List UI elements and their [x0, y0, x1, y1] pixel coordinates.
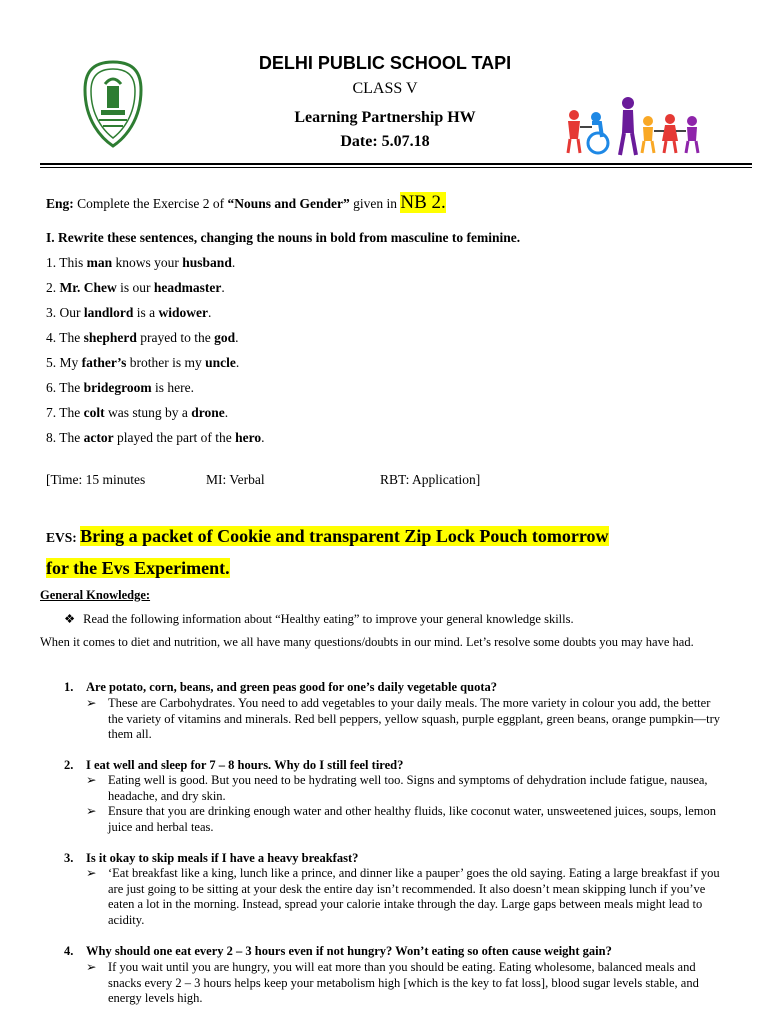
- sentence-text: is a: [133, 305, 159, 320]
- question-number: 3.: [64, 851, 74, 865]
- sentence-text: prayed to the: [136, 330, 215, 345]
- children-illustration: [566, 95, 716, 162]
- english-label: Eng:: [46, 196, 74, 211]
- sentence-text: .: [224, 405, 229, 420]
- sentence-item: [46, 430, 264, 446]
- meta-mi: MI: Verbal: [206, 472, 265, 487]
- sentence-item: [46, 405, 228, 421]
- sentence-text: 1. This: [46, 255, 87, 270]
- bold-noun: bridegroom: [83, 380, 152, 395]
- answer-bullet: [86, 866, 726, 928]
- bold-noun: drone: [191, 405, 225, 420]
- sentence-text: .: [221, 280, 225, 295]
- bold-noun: colt: [83, 405, 105, 420]
- evs-line-2: [46, 558, 230, 579]
- gk-bullet-text: Read the following information about “Healthy eating” to improve your general knowledge skills.: [83, 612, 574, 626]
- answer-text: Eating well is good. But you need to be hydrating well too. Signs and symptoms of dehydration include fatigue, nausea, headache, and dry skin.: [108, 773, 708, 803]
- sentence-item: [46, 280, 225, 296]
- answer-text: If you wait until you are hungry, you will eat more than you should be eating. Eating wholesome, balanced meals and snacks every 2 – 3 hours helps keep your metabolism high [which is the key to fat loss], blood sugar levels stable, and energy levels high.: [108, 960, 699, 1005]
- answer-bullet: [86, 804, 726, 835]
- header-rule-thin: [40, 167, 752, 168]
- evs-label: EVS:: [46, 530, 77, 545]
- evs-task-1: Bring a packet of Cookie and transparent Zip Lock Pouch tomorrow: [80, 526, 609, 546]
- date-label: Date: 5.07.18: [340, 133, 430, 150]
- bold-noun: father’s: [81, 355, 127, 370]
- sentence-text: played the part of the: [113, 430, 236, 445]
- sentence-text: 3. Our: [46, 305, 84, 320]
- sentence-text: 8. The: [46, 430, 84, 445]
- school-name: DELHI PUBLIC SCHOOL TAPI: [258, 53, 512, 73]
- sentence-text: .: [261, 430, 265, 445]
- answer-text: ‘Eat breakfast like a king, lunch like a prince, and dinner like a pauper’ goes the old saying. Eating a large breakfast if you are just going to be sitting at your desk the entire day isn’t recommended. It also doesn’t mean skipping lunch if you’ve eaten a lot in the morning. Instead, spread your calorie intake through the day. Large gaps between meals might lead to acidity.: [108, 866, 720, 927]
- answer-bullet: [86, 696, 726, 743]
- bold-noun: hero: [235, 430, 262, 445]
- arrow-bullet-icon: ➢: [86, 696, 97, 710]
- question-number: 2.: [64, 758, 74, 772]
- sentence-text: 4. The: [46, 330, 84, 345]
- sentence-item: [46, 330, 239, 346]
- sentence-text: brother is my: [126, 355, 206, 370]
- page-title: Learning Partnership HW: [294, 109, 476, 126]
- english-instruction: [46, 192, 446, 214]
- question-number: 1.: [64, 680, 74, 694]
- sentence-text: was stung by a: [104, 405, 192, 420]
- sentence-text: 2.: [46, 280, 60, 295]
- sentence-item: [46, 355, 239, 371]
- answer-text: These are Carbohydrates. You need to add vegetables to your daily meals. The more variety in colour you add, the better the variety of vitamins and minerals. Red bell peppers, yellow squash, purple eggplant, green beans, orange pumpkin—try them all.: [108, 696, 720, 741]
- gk-bullet: [64, 611, 744, 627]
- arrow-bullet-icon: ➢: [86, 773, 97, 787]
- arrow-bullet-icon: ➢: [86, 866, 97, 880]
- instruction-topic: “Nouns and Gender”: [227, 196, 350, 211]
- sentence-text: .: [235, 355, 240, 370]
- arrow-bullet-icon: ➢: [86, 804, 97, 818]
- answer-bullet: [86, 960, 726, 1007]
- exercise-heading: I. Rewrite these sentences, changing the nouns in bold from masculine to feminine.: [46, 230, 521, 245]
- sentence-text: 7. The: [46, 405, 84, 420]
- bold-noun: landlord: [83, 305, 134, 320]
- bold-noun: man: [86, 255, 113, 270]
- meta-rbt: RBT: Application]: [380, 472, 481, 487]
- sentence-text: .: [231, 255, 236, 270]
- bold-noun: shepherd: [83, 330, 137, 345]
- gk-heading: General Knowledge:: [40, 588, 151, 602]
- header-rule: [40, 163, 752, 165]
- sentence-text: 6. The: [46, 380, 84, 395]
- bold-noun: widower: [158, 305, 209, 320]
- meta-time: [Time: 15 minutes: [46, 472, 146, 487]
- question-text: Is it okay to skip meals if I have a heavy breakfast?: [86, 851, 359, 865]
- gk-intro: When it comes to diet and nutrition, we all have many questions/doubts in our mind. Let’s resolve some doubts you may have had.: [40, 635, 694, 649]
- question-text: I eat well and sleep for 7 – 8 hours. Why do I still feel tired?: [86, 758, 404, 772]
- sentence-item: [46, 380, 194, 396]
- instruction-text-mid: given in: [353, 196, 397, 211]
- question-text: Are potato, corn, beans, and green peas good for one’s daily vegetable quota?: [86, 680, 497, 694]
- bold-noun: husband: [182, 255, 232, 270]
- question-text: Why should one eat every 2 – 3 hours even if not hungry? Won’t eating so often cause weight gain?: [86, 944, 612, 958]
- sentence-text: 5. My: [46, 355, 82, 370]
- diamond-bullet-icon: ❖: [64, 612, 76, 626]
- class-name: CLASS V: [352, 80, 418, 97]
- instruction-text: Complete the Exercise 2 of: [77, 196, 225, 211]
- evs-task-2: for the Evs Experiment.: [46, 558, 230, 578]
- bold-noun: actor: [83, 430, 114, 445]
- evs-line-1: [46, 526, 609, 547]
- sentence-text: .: [208, 305, 212, 320]
- bold-noun: uncle: [205, 355, 236, 370]
- bold-noun: headmaster: [153, 280, 222, 295]
- question-number: 4.: [64, 944, 74, 958]
- notebook-ref: NB 2.: [400, 192, 446, 213]
- sentence-item: [46, 305, 211, 321]
- sentence-text: .: [235, 330, 239, 345]
- bold-noun: god: [214, 330, 236, 345]
- bold-noun: Mr. Chew: [59, 280, 117, 295]
- answer-bullet: [86, 773, 726, 804]
- sentence-text: is here.: [151, 380, 194, 395]
- sentence-item: [46, 255, 235, 271]
- answer-text: Ensure that you are drinking enough water and other healthy fluids, like coconut water, unsweetened juices, soups, lemon juice and herbal teas.: [108, 804, 717, 834]
- arrow-bullet-icon: ➢: [86, 960, 97, 974]
- sentence-text: is our: [116, 280, 154, 295]
- sentence-text: knows your: [112, 255, 183, 270]
